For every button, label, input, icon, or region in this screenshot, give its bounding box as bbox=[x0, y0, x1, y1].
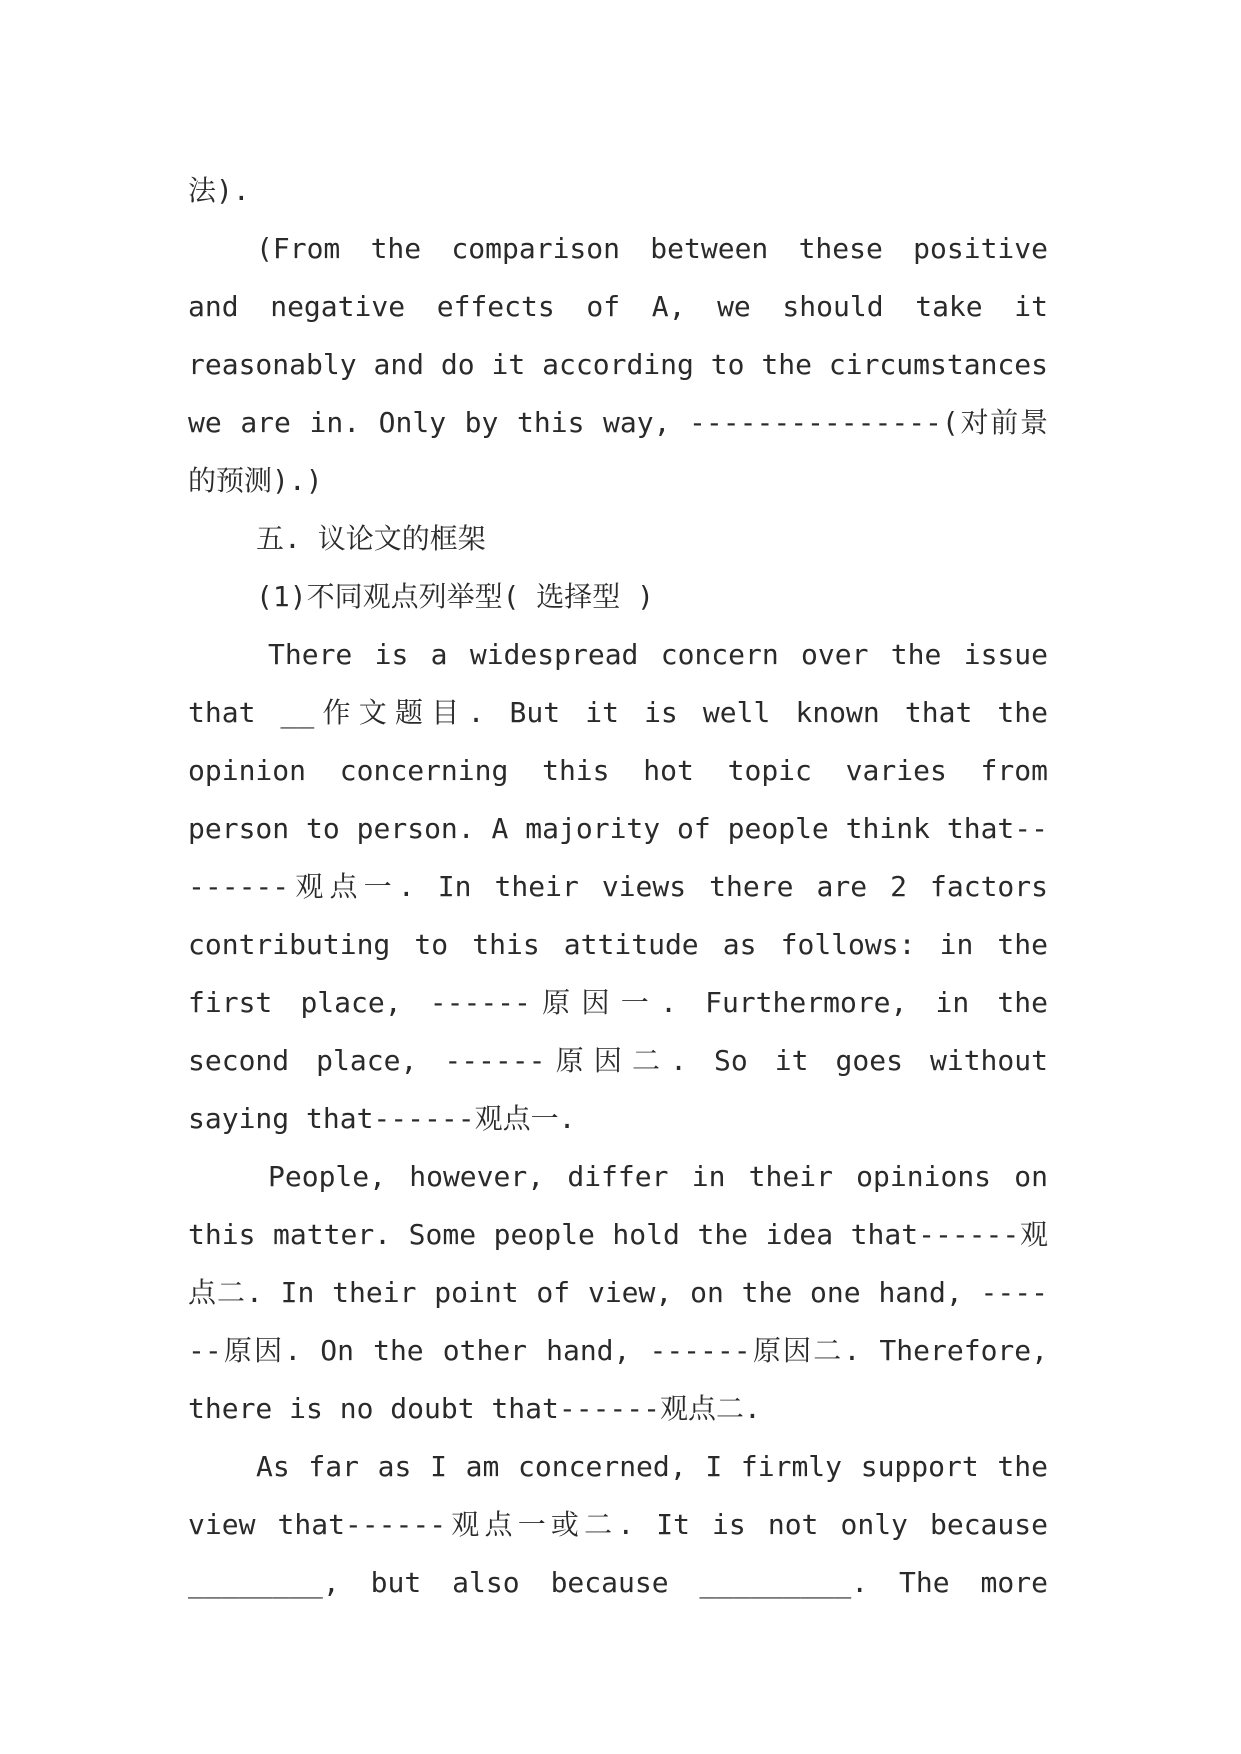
paragraph-opinion-two: People, however, differ in their opinions on this matter. Some people hold the idea that------观点二. In their point of view, on the one hand, ------原因. On the other hand, ------原因二. Therefore, there is no doubt that------观点二. bbox=[188, 1160, 1048, 1425]
section-heading: 五. 议论文的框架 bbox=[256, 522, 486, 555]
document-body bbox=[188, 162, 1048, 1612]
paragraph-fragment: 法). bbox=[188, 174, 250, 207]
paragraph-opinion-one: There is a widespread concern over the issue that __作文题目. But it is well known that the opinion concerning this hot topic varies from person to person. A majority of people think that--------观点一. In their views there are 2 factors contributing to this attitude as follows: in the first place, ------原因一. Furthermore, in the second place, ------原因二. So it goes without saying that------观点一. bbox=[188, 638, 1048, 1135]
paragraph-conclusion-template: (From the comparison between these positive and negative effects of A, we should take it reasonably and do it according to the circumstances we are in. Only by this way, ---------------(对前景的预测).) bbox=[188, 232, 1048, 497]
subsection-heading: (1)不同观点列举型( 选择型 ) bbox=[256, 580, 655, 613]
paragraph-own-view: As far as I am concerned, I firmly support the view that------观点一或二. It is not only because ________, but also because _________. The more bbox=[188, 1450, 1048, 1599]
